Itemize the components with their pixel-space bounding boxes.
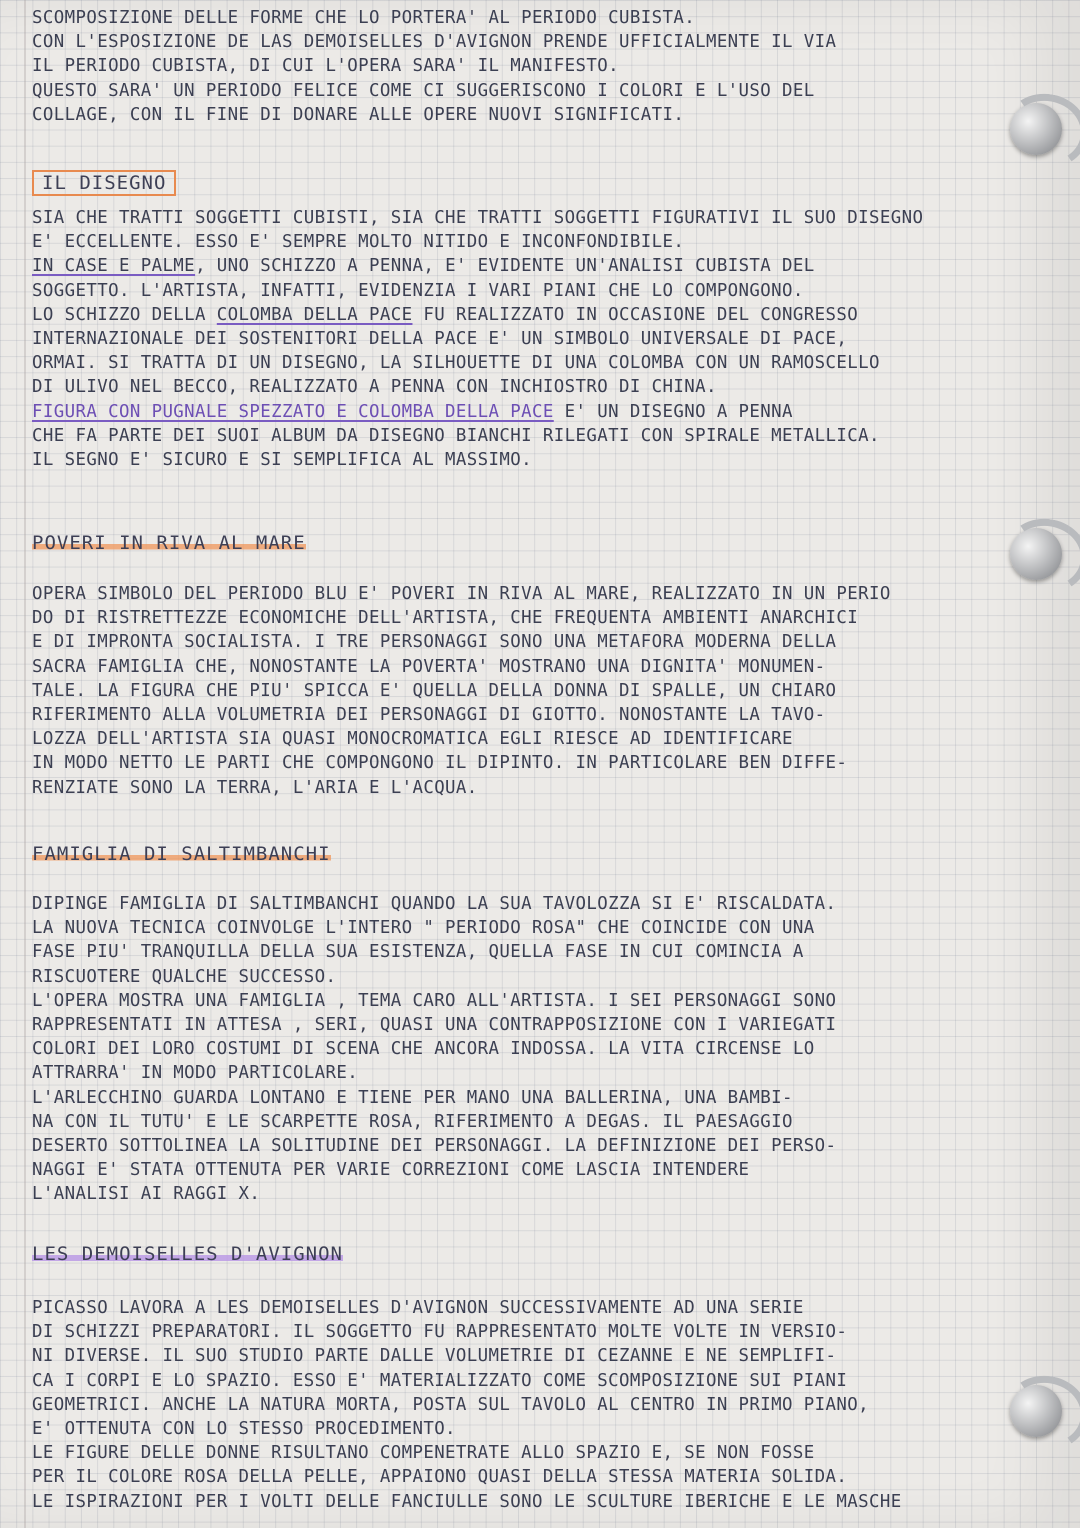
text-line: DIPINGE FAMIGLIA DI SALTIMBANCHI QUANDO LA SUA TAVOLOZZA SI E' RISCALDATA. — [32, 894, 837, 914]
text-line: NAGGI E' STATA OTTENUTA PER VARIE CORREZIONI COME LASCIA INTENDERE — [32, 1160, 750, 1181]
text-line: CHE FA PARTE DEI SUOI ALBUM DA DISEGNO BIANCHI RILEGATI CON SPIRALE METALLICA. — [32, 425, 880, 446]
text-line: DESERTO SOTTOLINEA LA SOLITUDINE DEI PERSONAGGI. LA DEFINIZIONE DEI PERSO- — [32, 1135, 837, 1156]
text-line: FASE PIU' TRANQUILLA DELLA SUA ESISTENZA, QUELLA FASE IN CUI COMINCIA A — [32, 942, 804, 963]
text-line: QUESTO SARA' UN PERIODO FELICE COME CI SUGGERISCONO I COLORI E L'USO DEL — [32, 80, 815, 101]
text-fragment: E' UN DISEGNO A PENNA — [553, 401, 793, 422]
binder-ring-bottom — [998, 1369, 1080, 1456]
text-line — [32, 254, 977, 278]
text-line: LOZZA DELL'ARTISTA SIA QUASI MONOCROMATICA EGLI RIESCE AD IDENTIFICARE — [32, 729, 793, 750]
text-line: RIFERIMENTO ALLA VOLUMETRIA DEI PERSONAGGI DI GIOTTO. NONOSTANTE LA TAVO- — [32, 704, 826, 725]
text-line: L'OPERA MOSTRA UNA FAMIGLIA , TEMA CARO ALL'ARTISTA. I SEI PERSONAGGI SONO — [32, 990, 837, 1011]
heading-poveri-in-riva-al-mare — [32, 532, 306, 554]
text-fragment: FU REALIZZATO IN OCCASIONE DEL CONGRESSO — [412, 304, 859, 325]
heading-text: IL DISEGNO — [32, 170, 176, 196]
heading-text: LES DEMOISELLES D'AVIGNON — [32, 1243, 343, 1265]
text-fragment: LO SCHIZZO DELLA — [32, 304, 217, 325]
binder-ring-middle — [998, 512, 1080, 599]
text-line: IL SEGNO E' SICURO E SI SEMPLIFICA AL MASSIMO. — [32, 449, 533, 470]
text-line: L'ANALISI AI RAGGI X. — [32, 1184, 261, 1205]
heading-text: FAMIGLIA DI SALTIMBANCHI — [32, 843, 331, 865]
text-line: L'ARLECCHINO GUARDA LONTANO E TIENE PER MANO UNA BALLERINA, UNA BAMBI- — [32, 1087, 793, 1108]
text-line: OPERA SIMBOLO DEL PERIODO BLU E' POVERI IN RIVA AL MARE, REALIZZATO IN UN PERIO — [32, 584, 891, 604]
work-title-colomba-della-pace: COLOMBA DELLA PACE — [216, 304, 413, 325]
text-line: LA NUOVA TECNICA COINVOLGE L'INTERO " PERIODO ROSA" CHE COINCIDE CON UNA — [32, 918, 815, 939]
text-line: DI SCHIZZI PREPARATORI. IL SOGGETTO FU RAPPRESENTATO MOLTE VOLTE IN VERSIO- — [32, 1322, 848, 1343]
poveri-paragraph — [32, 582, 977, 800]
text-line: SIA CHE TRATTI SOGGETTI CUBISTI, SIA CHE TRATTI SOGGETTI FIGURATIVI IL SUO DISEGNO — [32, 208, 924, 228]
text-line: GEOMETRICI. ANCHE LA NATURA MORTA, POSTA SUL TAVOLO AL CENTRO IN PRIMO PIANO, — [32, 1394, 869, 1415]
text-line: INTERNAZIONALE DEI SOSTENITORI DELLA PACE E' UN SIMBOLO UNIVERSALE DI PACE, — [32, 328, 848, 349]
text-line: RENZIATE SONO LA TERRA, L'ARIA E L'ACQUA. — [32, 777, 478, 798]
text-line: PICASSO LAVORA A LES DEMOISELLES D'AVIGNON SUCCESSIVAMENTE AD UNA SERIE — [32, 1298, 804, 1318]
text-line: DO DI RISTRETTEZZE ECONOMICHE DELL'ARTISTA, CHE FREQUENTA AMBIENTI ANARCHICI — [32, 608, 859, 629]
heading-text: POVERI IN RIVA AL MARE — [32, 532, 306, 554]
text-line: ATTRARRA' IN MODO PARTICOLARE. — [32, 1063, 359, 1084]
text-line: COLORI DEI LORO COSTUMI DI SCENA CHE ANCORA INDOSSA. LA VITA CIRCENSE LO — [32, 1039, 815, 1060]
text-line: ORMAI. SI TRATTA DI UN DISEGNO, LA SILHOUETTE DI UNA COLOMBA CON UN RAMOSCELLO — [32, 353, 880, 374]
text-line — [32, 303, 977, 327]
text-line: E' OTTENUTA CON LO STESSO PROCEDIMENTO. — [32, 1418, 456, 1439]
text-line: IL PERIODO CUBISTA, DI CUI L'OPERA SARA' IL MANIFESTO. — [32, 56, 619, 77]
text-line: LE FIGURE DELLE DONNE RISULTANO COMPENETRATE ALLO SPAZIO E, SE NON FOSSE — [32, 1443, 815, 1464]
text-line: RISCUOTERE QUALCHE SUCCESSO. — [32, 966, 337, 987]
text-line: PER IL COLORE ROSA DELLA PELLE, APPAIONO QUASI DELLA STESSA MATERIA SOLIDA. — [32, 1467, 848, 1488]
intro-paragraph — [32, 6, 977, 127]
demoiselles-paragraph — [32, 1296, 977, 1514]
text-line: NA CON IL TUTU' E LE SCARPETTE ROSA, RIFERIMENTO A DEGAS. IL PAESAGGIO — [32, 1111, 793, 1132]
work-title-figura-con-pugnale: FIGURA CON PUGNALE SPEZZATO E COLOMBA DELLA PACE — [32, 401, 554, 422]
text-line: E' ECCELLENTE. ESSO E' SEMPRE MOLTO NITIDO E INCONFONDIBILE. — [32, 232, 685, 253]
text-line: RAPPRESENTATI IN ATTESA , SERI, QUASI UNA CONTRAPPOSIZIONE CON I VARIEGATI — [32, 1014, 837, 1035]
text-line: CON L'ESPOSIZIONE DE LAS DEMOISELLES D'AVIGNON PRENDE UFFICIALMENTE IL VIA — [32, 32, 837, 53]
text-line: DI ULIVO NEL BECCO, REALIZZATO A PENNA CON INCHIOSTRO DI CHINA. — [32, 377, 717, 398]
text-line: SCOMPOSIZIONE DELLE FORME CHE LO PORTERA' AL PERIODO CUBISTA. — [32, 8, 696, 28]
heading-famiglia-di-saltimbanchi — [32, 843, 331, 865]
text-line: IN MODO NETTO LE PARTI CHE COMPONGONO IL DIPINTO. IN PARTICOLARE BEN DIFFE- — [32, 753, 848, 774]
text-line: SOGGETTO. L'ARTISTA, INFATTI, EVIDENZIA I VARI PIANI CHE LO COMPONGONO. — [32, 280, 804, 301]
text-line: SACRA FAMIGLIA CHE, NONOSTANTE LA POVERTA' MOSTRANO UNA DIGNITA' MONUMEN- — [32, 656, 826, 677]
text-line — [32, 400, 977, 424]
famiglia-paragraph — [32, 892, 977, 1206]
page-margin — [24, 0, 26, 1528]
text-line: TALE. LA FIGURA CHE PIU' SPICCA E' QUELLA DELLA DONNA DI SPALLE, UN CHIARO — [32, 680, 837, 701]
text-line: LE ISPIRAZIONI PER I VOLTI DELLE FANCIULLE SONO LE SCULTURE IBERICHE E LE MASCHE — [32, 1491, 902, 1512]
heading-il-disegno — [32, 170, 176, 196]
text-fragment: , UNO SCHIZZO A PENNA, E' EVIDENTE UN'ANALISI CUBISTA DEL — [195, 256, 815, 277]
work-title-case-e-palme: IN CASE E PALME — [32, 256, 196, 277]
text-line: CA I CORPI E LO SPAZIO. ESSO E' MATERIALIZZATO COME SCOMPOSIZIONE SUI PIANI — [32, 1370, 848, 1391]
text-line: COLLAGE, CON IL FINE DI DONARE ALLE OPERE NUOVI SIGNIFICATI. — [32, 104, 685, 125]
heading-les-demoiselles — [32, 1243, 343, 1265]
text-line: NI DIVERSE. IL SUO STUDIO PARTE DALLE VOLUMETRIE DI CEZANNE E NE SEMPLIFI- — [32, 1346, 837, 1367]
binder-ring-top — [998, 87, 1080, 174]
text-line: E DI IMPRONTA SOCIALISTA. I TRE PERSONAGGI SONO UNA METAFORA MODERNA DELLA — [32, 632, 837, 653]
disegno-paragraph — [32, 206, 977, 472]
